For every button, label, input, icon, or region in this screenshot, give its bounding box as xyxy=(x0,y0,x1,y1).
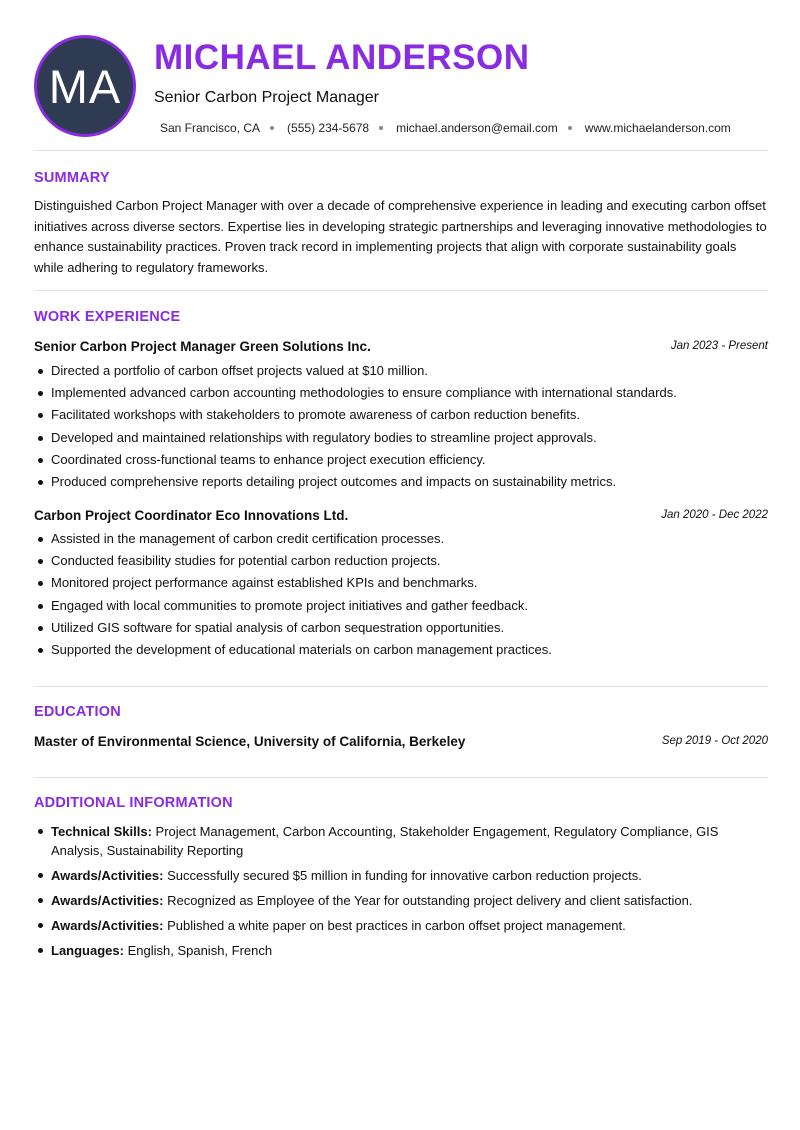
list-item xyxy=(34,941,768,960)
list-item xyxy=(34,822,768,860)
contact-line xyxy=(160,120,731,136)
job-header xyxy=(34,507,768,525)
contact-phone: (555) 234-5678 xyxy=(287,121,370,135)
candidate-title: Senior Carbon Project Manager xyxy=(154,89,380,106)
job-role: Carbon Project Coordinator Eco Innovations Ltd. xyxy=(34,508,349,523)
info-label: Awards/Activities: xyxy=(51,893,164,908)
list-item xyxy=(34,866,768,885)
work-experience-heading: WORK EXPERIENCE xyxy=(34,309,181,325)
list-item: Implemented advanced carbon accounting methodologies to ensure compliance with international standards. xyxy=(34,382,768,404)
list-item: Utilized GIS software for spatial analysis of carbon sequestration opportunities. xyxy=(34,617,768,639)
job-header xyxy=(34,338,768,356)
additional-info-list xyxy=(34,822,768,966)
list-item: Facilitated workshops with stakeholders to promote awareness of carbon reduction benefits. xyxy=(34,404,768,426)
list-item: Supported the development of educational materials on carbon management practices. xyxy=(34,639,768,661)
candidate-name: MICHAEL ANDERSON xyxy=(154,38,530,77)
divider xyxy=(34,150,768,151)
list-item: Monitored project performance against established KPIs and benchmarks. xyxy=(34,572,768,594)
contact-location: San Francisco, CA xyxy=(160,121,261,135)
education-degree: Master of Environmental Science, University of California, Berkeley xyxy=(34,734,466,749)
contact-email[interactable]: michael.anderson@email.com xyxy=(396,121,558,135)
list-item xyxy=(34,891,768,910)
info-text: Published a white paper on best practices in carbon offset project management. xyxy=(163,918,626,933)
info-text: Successfully secured $5 million in funding for innovative carbon reduction projects. xyxy=(163,868,642,883)
info-text: Recognized as Employee of the Year for outstanding project delivery and client satisfaction. xyxy=(163,893,693,908)
resume-page xyxy=(34,0,768,1130)
info-label: Awards/Activities: xyxy=(51,868,164,883)
info-text: Project Management, Carbon Accounting, Stakeholder Engagement, Regulatory Compliance, GIS Analysis, Sustainability Reporting xyxy=(51,824,719,858)
divider xyxy=(34,290,768,291)
summary-text: Distinguished Carbon Project Manager with over a decade of comprehensive experience in leading and executing carbon offset initiatives across diverse sectors. Expertise lies in developing strategic partnerships and leveraging innovative methodologies to enhance sustainability practices. Proven track record in implementing projects that align with corporate sustainability goals while adhering to regulatory frameworks. xyxy=(34,198,767,275)
info-label: Awards/Activities: xyxy=(51,918,164,933)
job-dates: Jan 2023 - Present xyxy=(670,340,768,352)
education-dates: Sep 2019 - Oct 2020 xyxy=(661,735,768,747)
avatar xyxy=(34,35,136,137)
list-item: Conducted feasibility studies for potential carbon reduction projects. xyxy=(34,550,768,572)
job-bullet-list xyxy=(34,528,768,661)
education-entry xyxy=(34,733,768,751)
job-role: Senior Carbon Project Manager Green Solutions Inc. xyxy=(34,339,371,354)
list-item: Produced comprehensive reports detailing project outcomes and impacts on sustainability metrics. xyxy=(34,471,768,493)
divider xyxy=(34,686,768,687)
summary-heading: SUMMARY xyxy=(34,170,110,186)
job-dates: Jan 2020 - Dec 2022 xyxy=(661,509,768,521)
additional-info-heading: ADDITIONAL INFORMATION xyxy=(34,795,233,811)
education-heading: EDUCATION xyxy=(34,704,121,720)
job-bullet-list xyxy=(34,360,768,493)
list-item: Engaged with local communities to promote project initiatives and gather feedback. xyxy=(34,595,768,617)
list-item: Developed and maintained relationships with regulatory bodies to streamline project approvals. xyxy=(34,427,768,449)
info-text: English, Spanish, French xyxy=(123,943,273,958)
list-item xyxy=(34,916,768,935)
separator-dot xyxy=(379,126,383,130)
separator-dot xyxy=(568,126,572,130)
avatar-initials: MA xyxy=(48,59,122,113)
list-item: Assisted in the management of carbon credit certification processes. xyxy=(34,528,768,550)
divider xyxy=(34,777,768,778)
resume-header xyxy=(34,0,768,151)
contact-website[interactable]: www.michaelanderson.com xyxy=(584,121,731,135)
info-label: Languages: xyxy=(51,943,124,958)
info-label: Technical Skills: xyxy=(51,824,152,839)
list-item: Directed a portfolio of carbon offset projects valued at $10 million. xyxy=(34,360,768,382)
separator-dot xyxy=(270,126,274,130)
list-item: Coordinated cross-functional teams to enhance project execution efficiency. xyxy=(34,449,768,471)
